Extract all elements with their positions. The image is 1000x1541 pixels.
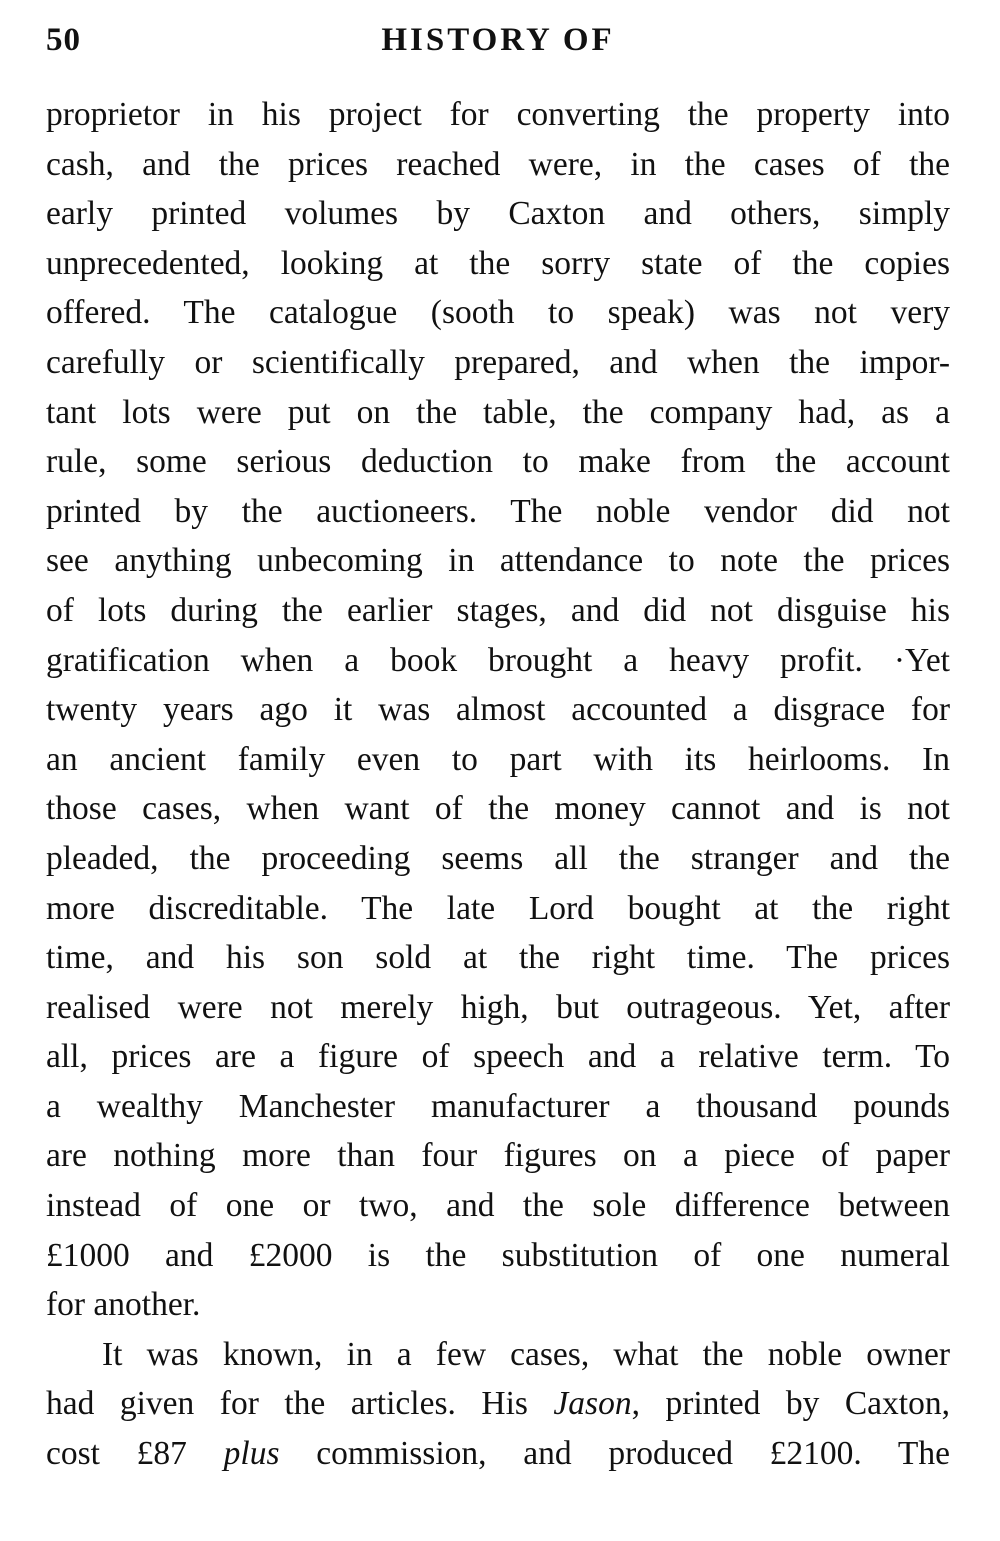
text-line: twenty years ago it was almost accounted a disgrace for — [46, 691, 950, 729]
text-line: gratification when a book brought a heavy profit. ·Yet — [46, 641, 950, 679]
text-line: printed by the auctioneers. The noble vendor did not — [46, 492, 950, 530]
text-line: all, prices are a figure of speech and a relative term. To — [46, 1038, 950, 1076]
text-line: early printed volumes by Caxton and others, simply — [46, 195, 950, 233]
book-title-jason: Jason — [553, 1385, 632, 1423]
italic-plus: plus — [223, 1435, 280, 1473]
text-line: those cases, when want of the money cannot and is not — [46, 790, 950, 828]
body-text — [46, 90, 950, 1479]
text-line: time, and his son sold at the right time. The prices — [46, 939, 950, 977]
text-line: It was known, in a few cases, what the noble owner — [102, 1335, 950, 1373]
text-line: pleaded, the proceeding seems all the stranger and the — [46, 839, 950, 877]
running-title: HISTORY OF — [381, 22, 615, 58]
paragraph-2 — [46, 1330, 950, 1479]
text-line: for another. — [46, 1286, 201, 1324]
text-line: offered. The catalogue (sooth to speak) was not very — [46, 294, 950, 332]
text-line: carefully or scientifically prepared, and when the impor- — [46, 343, 950, 381]
text-line: an ancient family even to part with its heirlooms. In — [46, 740, 950, 778]
text-line: are nothing more than four figures on a piece of paper — [46, 1137, 950, 1175]
text-line: instead of one or two, and the sole difference between — [46, 1187, 950, 1225]
text-line: rule, some serious deduction to make from the account — [46, 443, 950, 481]
text-line: tant lots were put on the table, the company had, as a — [46, 393, 950, 431]
text-line: see anything unbecoming in attendance to note the prices — [46, 542, 950, 580]
paragraph-1 — [46, 90, 950, 1330]
text-run: commission, and produced £2100. The — [279, 1435, 950, 1473]
text-run: had given for the articles. His — [46, 1385, 554, 1423]
text-run: cost £87 — [46, 1435, 224, 1473]
text-line: a wealthy Manchester manufacturer a thousand pounds — [46, 1087, 950, 1125]
text-line: realised were not merely high, but outrageous. Yet, after — [46, 988, 950, 1026]
text-line — [46, 1429, 950, 1479]
text-line: of lots during the earlier stages, and did not disguise his — [46, 591, 950, 629]
text-line: more discreditable. The late Lord bought at the right — [46, 889, 950, 927]
text-line: cash, and the prices reached were, in the cases of the — [46, 145, 950, 183]
text-line: proprietor in his project for converting the property into — [46, 96, 950, 133]
text-run: , printed by Caxton, — [631, 1385, 950, 1423]
text-line: unprecedented, looking at the sorry state of the copies — [46, 244, 950, 282]
text-line: £1000 and £2000 is the substitution of one numeral — [46, 1236, 950, 1274]
text-line — [46, 1379, 950, 1429]
page-number: 50 — [46, 22, 81, 58]
running-head — [46, 22, 950, 72]
